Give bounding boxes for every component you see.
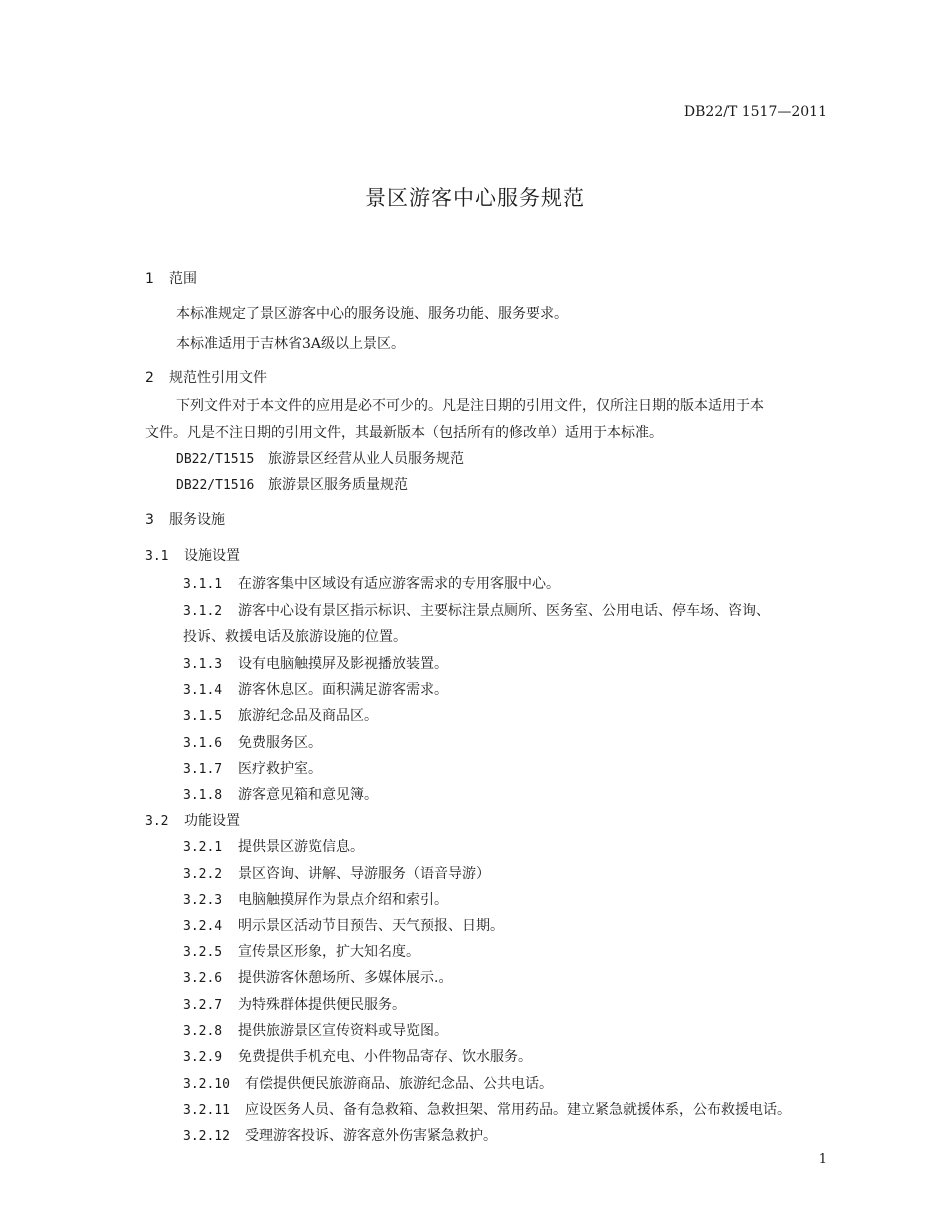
clause-number: 3.2.5: [183, 945, 223, 960]
clause-text: 游客休息区。面积满足游客需求。: [238, 682, 448, 698]
paragraph: 下列文件对于本文件的应用是必不可少的。凡是注日期的引用文件，仅所注日期的版本适用于本: [176, 398, 764, 414]
section-title: 范围: [169, 271, 197, 287]
clause-item: [183, 1020, 448, 1040]
clause-number: 3.2.8: [183, 1024, 223, 1039]
clause-text: 免费服务区。: [238, 735, 322, 751]
clause-number: 3.2.7: [183, 998, 223, 1013]
clause-item: [183, 758, 322, 778]
page-number: 1: [818, 1152, 827, 1167]
clause-number: 3.1.1: [183, 577, 223, 592]
clause-text: 提供旅游景区宣传资料或导览图。: [238, 1023, 448, 1039]
clause-number: 3.1.6: [183, 736, 223, 751]
paragraph-continuation: 文件。凡是不注日期的引用文件，其最新版本（包括所有的修改单）适用于本标准。: [145, 425, 663, 441]
clause-item: [183, 915, 504, 935]
clause-item: [183, 1073, 553, 1093]
clause-text: 应设医务人员、备有急救箱、急救担架、常用药品。建立紧急就援体系，公布救援电话。: [245, 1102, 791, 1118]
reference-code: DB22/T1516: [176, 478, 255, 493]
clause-number: 3.2.6: [183, 971, 223, 986]
clause-item: [183, 600, 770, 620]
subsection-number: 3.1: [145, 549, 169, 564]
clause-number: 3.1.3: [183, 657, 223, 672]
clause-item: [183, 889, 448, 909]
clause-item: [183, 1125, 497, 1145]
clause-number: 3.1.8: [183, 788, 223, 803]
clause-item: [183, 705, 378, 725]
clause-text: 提供游客休憩场所、多媒体展示.。: [238, 970, 453, 986]
section-number: 3: [145, 512, 154, 528]
clause-text: 为特殊群体提供便民服务。: [238, 997, 406, 1013]
subsection-title: 功能设置: [184, 813, 240, 829]
section-number: 2: [145, 370, 154, 386]
clause-text: 在游客集中区域设有适应游客需求的专用客服中心。: [238, 576, 560, 592]
page-title: 景区游客中心服务规范: [365, 186, 585, 210]
subsection-heading: [145, 810, 240, 830]
clause-number: 3.1.7: [183, 762, 223, 777]
clause-item: [183, 836, 364, 856]
subsection-heading: [145, 545, 240, 565]
clause-text: 医疗救护室。: [238, 761, 322, 777]
paragraph: 本标准适用于吉林省3A级以上景区。: [176, 336, 406, 352]
clause-text: 明示景区活动节目预告、天气预报、日期。: [238, 918, 504, 934]
reference-code: DB22/T1515: [176, 452, 255, 467]
clause-number: 3.1.5: [183, 709, 223, 724]
clause-number: 3.2.1: [183, 840, 223, 855]
standard-code: DB22/T 1517—2011: [683, 104, 827, 120]
clause-item: [183, 1099, 791, 1119]
clause-item: [183, 573, 560, 593]
clause-text: 景区咨询、讲解、导游服务（语音导游）: [238, 866, 490, 882]
section-heading: [145, 268, 197, 288]
clause-item: [183, 994, 406, 1014]
reference-item: [176, 474, 408, 494]
clause-text: 免费提供手机充电、小件物品寄存、饮水服务。: [238, 1049, 532, 1065]
clause-number: 3.2.9: [183, 1050, 223, 1065]
section-title: 规范性引用文件: [169, 370, 267, 386]
clause-number: 3.2.12: [183, 1129, 230, 1144]
reference-title: 旅游景区服务质量规范: [268, 477, 408, 493]
clause-text: 提供景区游览信息。: [238, 839, 364, 855]
clause-text: 设有电脑触摸屏及影视播放装置。: [238, 656, 448, 672]
subsection-title: 设施设置: [184, 548, 240, 564]
clause-item: [183, 653, 448, 673]
clause-number: 3.2.10: [183, 1077, 230, 1092]
clause-number: 3.2.4: [183, 919, 223, 934]
clause-text: 电脑触摸屏作为景点介绍和索引。: [238, 892, 448, 908]
clause-item: [183, 863, 490, 883]
clause-text: 受理游客投诉、游客意外伤害紧急救护。: [245, 1128, 497, 1144]
clause-continuation: 投诉、救援电话及旅游设施的位置。: [183, 629, 407, 645]
clause-item: [183, 732, 322, 752]
clause-text: 宣传景区形象，扩大知名度。: [238, 944, 420, 960]
clause-text: 有偿提供便民旅游商品、旅游纪念品、公共电话。: [245, 1076, 553, 1092]
section-number: 1: [145, 271, 154, 287]
clause-item: [183, 941, 420, 961]
section-heading: [145, 367, 267, 387]
section-heading: [145, 509, 225, 529]
clause-item: [183, 784, 378, 804]
section-title: 服务设施: [169, 512, 225, 528]
clause-item: [183, 967, 452, 987]
reference-item: [176, 448, 464, 468]
clause-item: [183, 679, 448, 699]
clause-text: 游客意见箱和意见簿。: [238, 787, 378, 803]
clause-number: 3.1.2: [183, 604, 223, 619]
clause-number: 3.2.11: [183, 1103, 230, 1118]
paragraph: 本标准规定了景区游客中心的服务设施、服务功能、服务要求。: [176, 306, 568, 322]
clause-text: 旅游纪念品及商品区。: [238, 708, 378, 724]
clause-item: [183, 1046, 532, 1066]
clause-number: 3.2.3: [183, 893, 223, 908]
clause-number: 3.1.4: [183, 683, 223, 698]
subsection-number: 3.2: [145, 814, 169, 829]
clause-number: 3.2.2: [183, 867, 223, 882]
clause-text: 游客中心设有景区指示标识、主要标注景点厕所、医务室、公用电话、停车场、咨询、: [238, 603, 770, 619]
reference-title: 旅游景区经营从业人员服务规范: [268, 451, 464, 467]
